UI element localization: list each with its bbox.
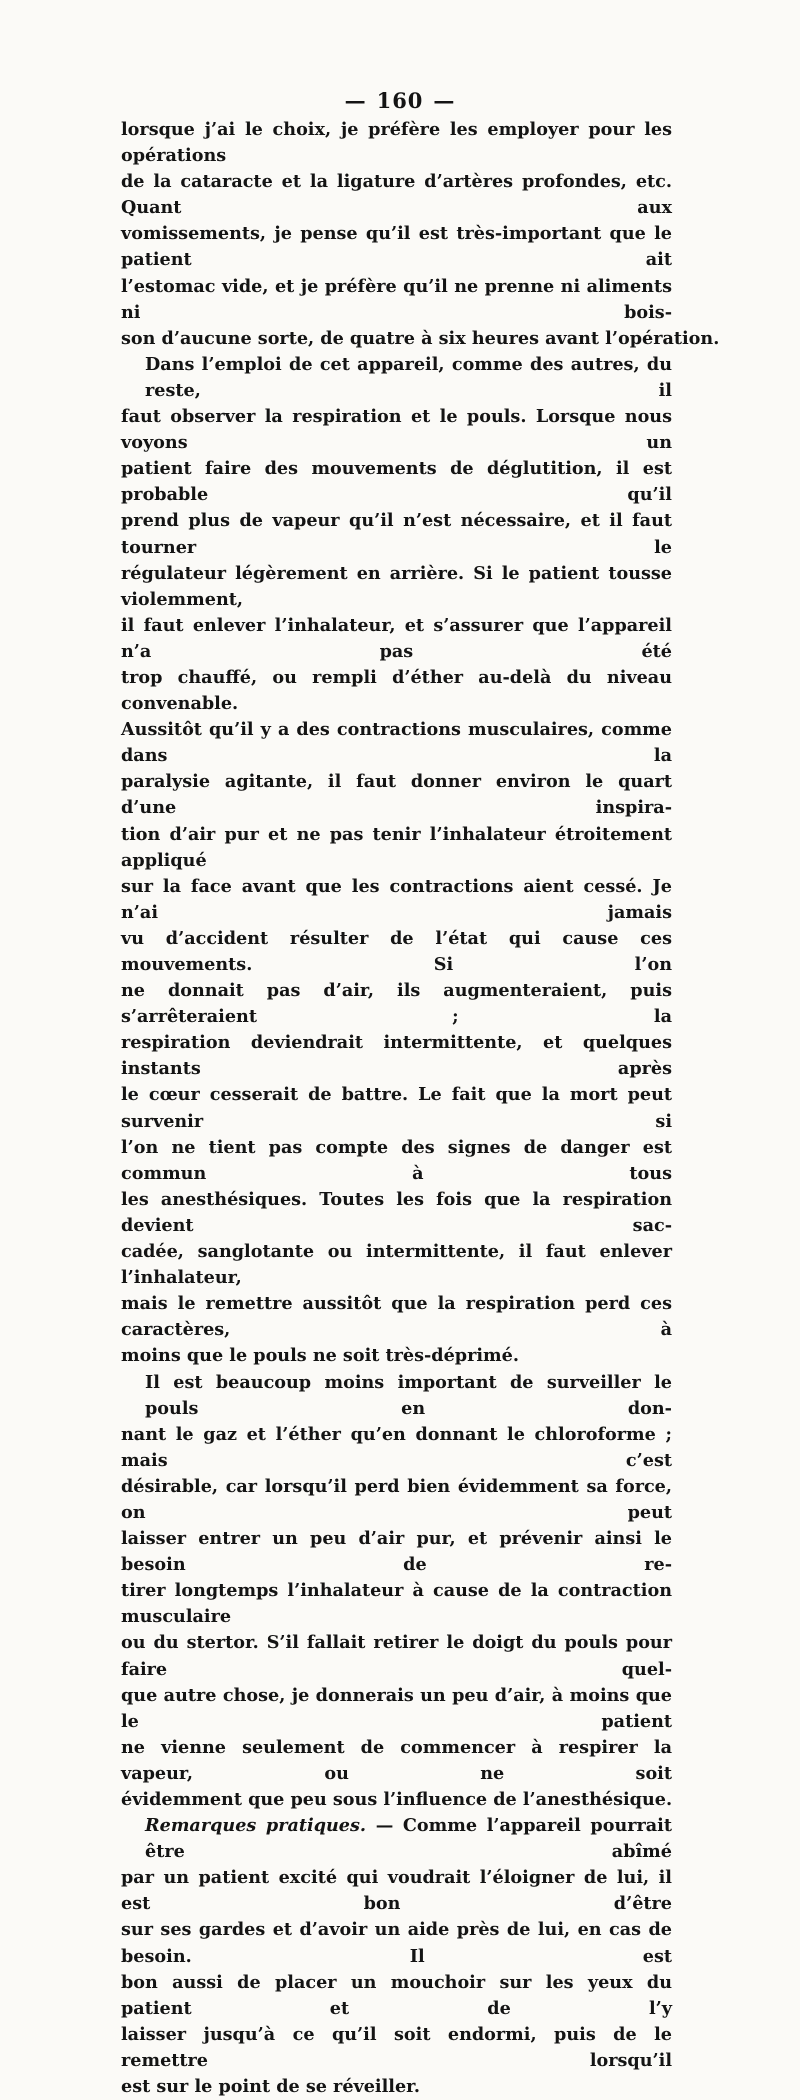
text-line: les anesthésiques. Toutes les fois que la respiration devient sac-	[121, 1188, 672, 1236]
paragraph	[121, 117, 720, 352]
text-line: sur ses gardes et d’avoir un aide près de lui, en cas de besoin. Il est	[121, 1919, 672, 1967]
text-line: tion d’air pur et ne pas tenir l’inhalateur étroitement appliqué	[121, 823, 672, 871]
paragraph	[121, 1370, 672, 1814]
text-line: par un patient excité qui voudrait l’éloigner de lui, il est bon d’être	[121, 1867, 672, 1915]
text-line: laisser entrer un peu d’air pur, et prévenir ainsi le besoin de re-	[121, 1528, 672, 1576]
text-line: l’on ne tient pas compte des signes de danger est commun à tous	[121, 1136, 672, 1184]
section-heading: Remarques pratiques.	[145, 1815, 367, 1837]
text-line: cadée, sanglotante ou intermittente, il faut enlever l’inhalateur,	[121, 1241, 672, 1289]
text-line: laisser jusqu’à ce qu’il soit endormi, puis de le remettre lorsqu’il	[121, 2023, 672, 2071]
text-line: vomissements, je pense qu’il est très-important que le patient ait	[121, 223, 672, 271]
text-line: respiration deviendrait intermittente, et quelques instants après	[121, 1032, 672, 1080]
text-line: il faut enlever l’inhalateur, et s’assurer que l’appareil n’a pas été	[121, 614, 672, 662]
text-line: que autre chose, je donnerais un peu d’air, à moins que le patient	[121, 1684, 672, 1732]
text-line: de la cataracte et la ligature d’artères profondes, etc. Quant aux	[121, 171, 672, 219]
text-line: lorsque j’ai le choix, je préfère les employer pour les opérations	[121, 119, 672, 167]
page-number: 160	[376, 88, 424, 113]
text-line: prend plus de vapeur qu’il n’est nécessaire, et il faut tourner le	[121, 510, 672, 558]
text-line: désirable, car lorsqu’il perd bien évidemment sa force, on peut	[121, 1475, 672, 1523]
text-line: paralysie agitante, il faut donner environ le quart d’une inspira-	[121, 771, 672, 819]
text-line: vu d’accident résulter de l’état qui cause ces mouvements. Si l’on	[121, 927, 672, 975]
text-line	[121, 1813, 672, 1865]
text-line: Il est beaucoup moins important de surveiller le pouls en don-	[145, 1371, 672, 1419]
text-line: sur la face avant que les contractions aient cessé. Je n’ai jamais	[121, 875, 672, 923]
text-line: ou du stertor. S’il fallait retirer le doigt du pouls pour faire quel-	[121, 1632, 672, 1680]
text-line: faut observer la respiration et le pouls. Lorsque nous voyons un	[121, 406, 672, 454]
text-line: ne vienne seulement de commencer à respirer la vapeur, ou ne soit	[121, 1736, 672, 1784]
text-line: patient faire des mouvements de déglutition, il est probable qu’il	[121, 458, 672, 506]
page-number-header	[0, 88, 800, 113]
text-line: Dans l’emploi de cet appareil, comme des autres, du reste, il	[145, 353, 672, 401]
text-line: évidemment que peu sous l’influence de l’anesthésique.	[121, 1789, 673, 1810]
page-number-dash-right: —	[433, 88, 456, 113]
text-line: bon aussi de placer un mouchoir sur les yeux du patient et de l’y	[121, 1971, 672, 2019]
text-line: nant le gaz et l’éther qu’en donnant le chloroforme ; mais c’est	[121, 1423, 672, 1471]
page-number-dash-left: —	[344, 88, 367, 113]
text-line: moins que le pouls ne soit très-déprimé.	[121, 1345, 519, 1367]
paragraph	[121, 1813, 672, 2100]
text-line: trop chauffé, ou rempli d’éther au-delà du niveau convenable.	[121, 666, 672, 715]
text-line: mais le remettre aussitôt que la respiration perd ces caractères, à	[121, 1293, 672, 1341]
text-line: ne donnait pas d’air, ils augmenteraient, puis s’arrêteraient ; la	[121, 980, 672, 1028]
text-line: le cœur cesserait de battre. Le fait que la mort peut survenir si	[121, 1084, 672, 1132]
text-line: l’estomac vide, et je préfère qu’il ne prenne ni aliments ni bois-	[121, 275, 672, 323]
body-text	[121, 117, 720, 2100]
heading-line-rest: — Comme l’appareil pourrait être abîmé	[145, 1815, 672, 1863]
text-line: est sur le point de se réveiller.	[121, 2076, 420, 2098]
text-line: tirer longtemps l’inhalateur à cause de la contraction musculaire	[121, 1580, 672, 1628]
text-line: Aussitôt qu’il y a des contractions musculaires, comme dans la	[121, 719, 672, 767]
text-line: régulateur légèrement en arrière. Si le patient tousse violemment,	[121, 562, 672, 610]
paragraph	[121, 352, 672, 1370]
text-line: son d’aucune sorte, de quatre à six heures avant l’opération.	[121, 327, 720, 349]
